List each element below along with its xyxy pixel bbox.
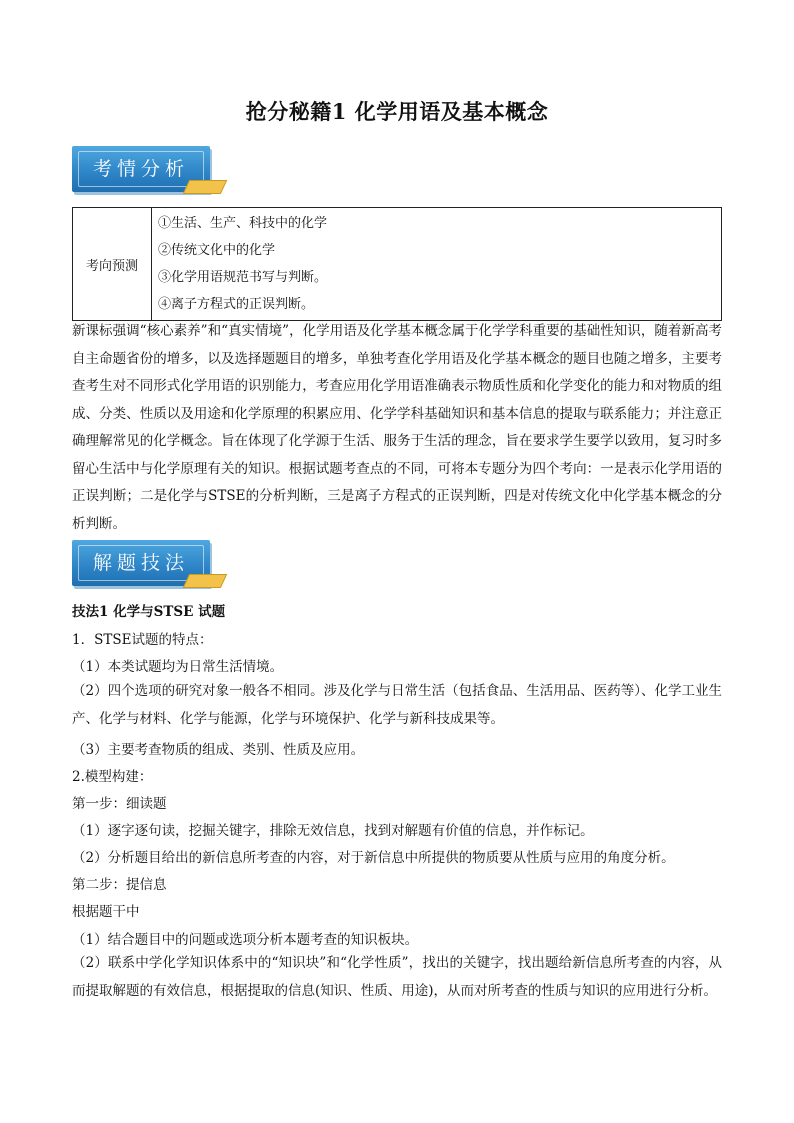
page-title: 抢分秘籍1 化学用语及基本概念 — [245, 99, 549, 124]
book-icon — [183, 574, 228, 588]
text-line: （1）逐字逐句读，挖掘关键字，排除无效信息，找到对解题有价值的信息，并作标记。 — [72, 823, 594, 839]
text-line: （3）主要考查物质的组成、类别、性质及应用。 — [72, 742, 365, 758]
text-line: 根据题干中 — [72, 904, 140, 920]
forecast-items — [152, 208, 722, 321]
forecast-head: 考向预测 — [73, 208, 152, 321]
text-line: 第二步：提信息 — [72, 877, 167, 893]
intro-paragraph: 新课标强调“核心素养”和“真实情境”，化学用语及化学基本概念属于化学学科重要的基础性知识，随着新高考自主命题省份的增多，以及选择题题目的增多，单独考查化学用语及化学基本概念的题目也随之增多，主要考查考生对不同形式化学用语的识别能力，考查应用化学用语准确表示物质性质和化学变化的能力和对物质的组成、分类、性质以及用途和化学原理的积累应用、化学学科基础知识和基本信息的提取与联系能力；并注意正确理解常见的化学概念。旨在体现了化学源于生活、服务于生活的理念，旨在要求学生要学以致用，复习时多留心生活中与化学原理有关的知识。根据试题考查点的不同，可将本专题分为四个考向：一是表示化学用语的正误判断；二是化学与STSE的分析判断，三是离子方程式的正误判断，四是对传统文化中化学基本概念的分析判断。 — [72, 323, 722, 532]
forecast-item: ②传统文化中的化学 — [158, 243, 276, 258]
section-banner-analysis — [72, 144, 224, 200]
text-paragraph: （2）联系中学化学知识体系中的“知识块”和“化学性质”，找出的关键字，找出题给新信息所考查的内容，从而提取解题的有效信息，根据提取的信息(知识、性质、用途)，从而对所考查的性质与知识的应用进行分析。 — [72, 955, 722, 999]
text-line: （1）本类试题均为日常生活情境。 — [72, 659, 284, 675]
text-line: 第一步：细读题 — [72, 796, 167, 812]
forecast-item: ①生活、生产、科技中的化学 — [158, 216, 328, 231]
text-line: （2）分析题目给出的新信息所考查的内容，对于新信息中所提供的物质要从性质与应用的角度分析。 — [72, 850, 675, 866]
text-line: （1）结合题目中的问题或选项分析本题考查的知识板块。 — [72, 932, 419, 948]
forecast-item: ④离子方程式的正误判断。 — [158, 297, 315, 312]
section-banner-methods — [72, 538, 224, 594]
forecast-table — [72, 207, 722, 321]
method-heading: 技法1 化学与STSE 试题 — [72, 604, 226, 620]
text-line: 2.模型构建： — [72, 769, 153, 785]
text-paragraph: （2）四个选项的研究对象一般各不相同。涉及化学与日常生活（包括食品、生活用品、医药等）、化学工业生产、化学与材料、化学与能源，化学与环境保护、化学与新科技成果等。 — [72, 683, 722, 727]
banner-label: 解题技法 — [92, 552, 189, 574]
text-line: 1．STSE试题的特点： — [72, 632, 213, 648]
book-icon — [183, 180, 228, 194]
forecast-item: ③化学用语规范书写与判断。 — [158, 270, 328, 285]
banner-label: 考情分析 — [92, 158, 189, 180]
